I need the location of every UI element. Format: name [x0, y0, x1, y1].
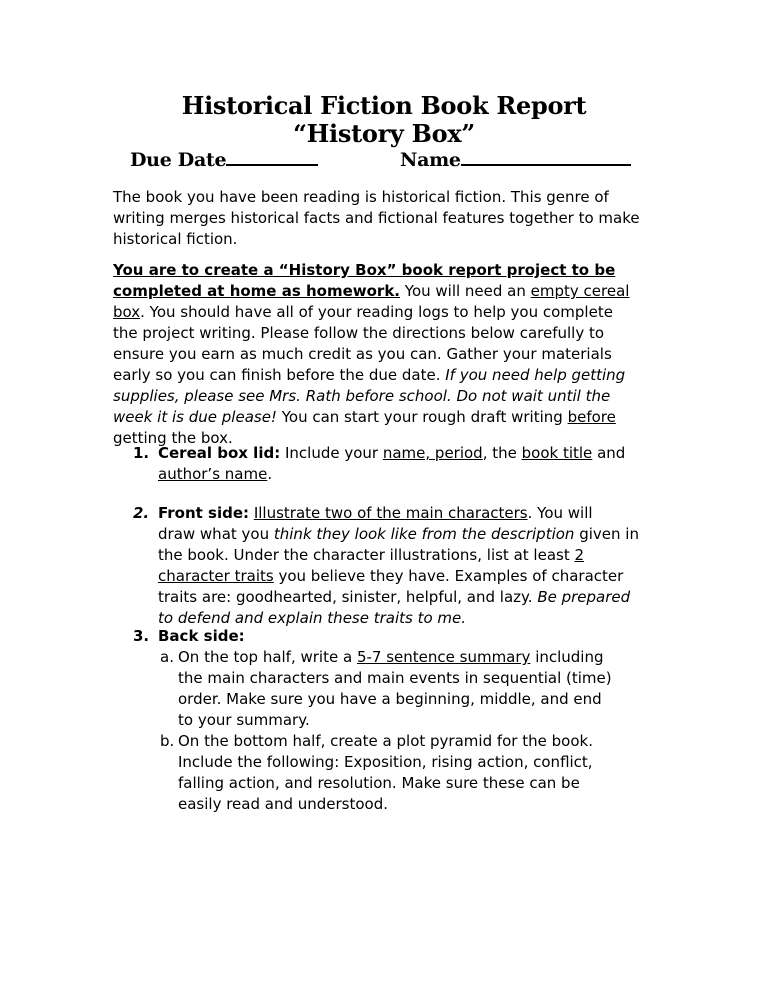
instructions-line: ensure you earn as much credit as you can. Gather your materials [113, 345, 612, 363]
text-run: . You should have all of your reading logs to help you complete [140, 303, 613, 321]
document-subtitle: “History Box” [293, 119, 475, 148]
text-run: name, period [382, 444, 483, 462]
text-run: You will need an [400, 282, 531, 300]
text-run: traits are: goodhearted, sinister, helpful, and lazy. [158, 588, 538, 606]
instructions-line: getting the box. [113, 429, 233, 447]
due-date-field [130, 147, 318, 172]
name-blank [461, 147, 631, 166]
item-label: Front side: [158, 504, 250, 522]
intro-paragraph [113, 187, 658, 250]
empty-cereal-text: empty cereal [530, 282, 630, 300]
text-run: , the [482, 444, 522, 462]
instructions-line [113, 407, 658, 428]
intro-line: historical fiction. [113, 230, 238, 248]
text-run: On the top half, write a [178, 648, 357, 666]
text-run: given in [574, 525, 639, 543]
instructions-heading: completed at home as homework. [113, 282, 400, 300]
sub-item-letter: a. [160, 648, 174, 666]
document-title: Historical Fiction Book Report [181, 91, 587, 120]
item-number: 2. [133, 504, 150, 522]
text-run: week it is due please! [113, 408, 277, 426]
item-number: 1. [133, 444, 150, 462]
item-number: 3. [133, 627, 150, 645]
item-text [158, 443, 625, 485]
text-run: the book. Under the character illustrations, list at least [158, 546, 575, 564]
text-run: Illustrate two of the main characters [253, 504, 528, 522]
item-label: Back side: [158, 627, 245, 645]
item-label: Cereal box lid: [158, 444, 281, 462]
text-run: Include the following: Exposition, rising action, conflict, [178, 753, 593, 771]
before-text: before [567, 408, 616, 426]
due-date-label: Due Date [130, 149, 227, 171]
box-text: box [113, 303, 141, 321]
instructions-line [113, 281, 658, 302]
instructions-line: the project writing. Please follow the directions below carefully to [113, 324, 605, 342]
text-run: to defend and explain these traits to me. [158, 609, 467, 627]
sub-item-text [178, 647, 612, 731]
text-run: to your summary. [178, 711, 310, 729]
text-run: easily read and understood. [178, 795, 389, 813]
text-run: and [592, 444, 626, 462]
text-run: 5-7 sentence summary [356, 648, 531, 666]
name-field [400, 147, 631, 172]
text-run: . [267, 465, 273, 483]
text-run: 2 [574, 546, 585, 564]
text-run: early so you can finish before the due date. [113, 366, 446, 384]
text-run: You can start your rough draft writing [276, 408, 568, 426]
text-run: falling action, and resolution. Make sure these can be [178, 774, 580, 792]
item-text [158, 626, 245, 647]
due-date-blank [226, 147, 318, 166]
text-run: On the bottom half, create a plot pyramid for the book. [178, 732, 593, 750]
text-run: the main characters and main events in sequential (time) [178, 669, 612, 687]
text-run: order. Make sure you have a beginning, middle, and end [178, 690, 602, 708]
instructions-paragraph [113, 260, 658, 449]
instructions-line: supplies, please see Mrs. Rath before school. Do not wait until the [113, 387, 611, 405]
text-run: . You will [527, 504, 593, 522]
instructions-line [113, 365, 658, 386]
item-text [158, 503, 639, 629]
sub-item-text [178, 731, 593, 815]
text-run: If you need help getting [445, 366, 626, 384]
text-run: character traits [158, 567, 274, 585]
text-run: including [530, 648, 604, 666]
text-run: book title [521, 444, 593, 462]
text-run: think they look like from the description [273, 525, 575, 543]
text-run: Be prepared [537, 588, 631, 606]
text-run: author’s name [158, 465, 268, 483]
instructions-line [113, 302, 658, 323]
name-label: Name [400, 149, 461, 171]
text-run: Include your [280, 444, 383, 462]
sub-item-letter: b. [160, 732, 175, 750]
text-run: draw what you [158, 525, 274, 543]
text-run: you believe they have. Examples of character [273, 567, 624, 585]
intro-line: writing merges historical facts and fictional features together to make [113, 209, 640, 227]
intro-line: The book you have been reading is historical fiction. This genre of [113, 188, 609, 206]
instructions-heading: You are to create a “History Box” book report project to be [113, 261, 616, 279]
